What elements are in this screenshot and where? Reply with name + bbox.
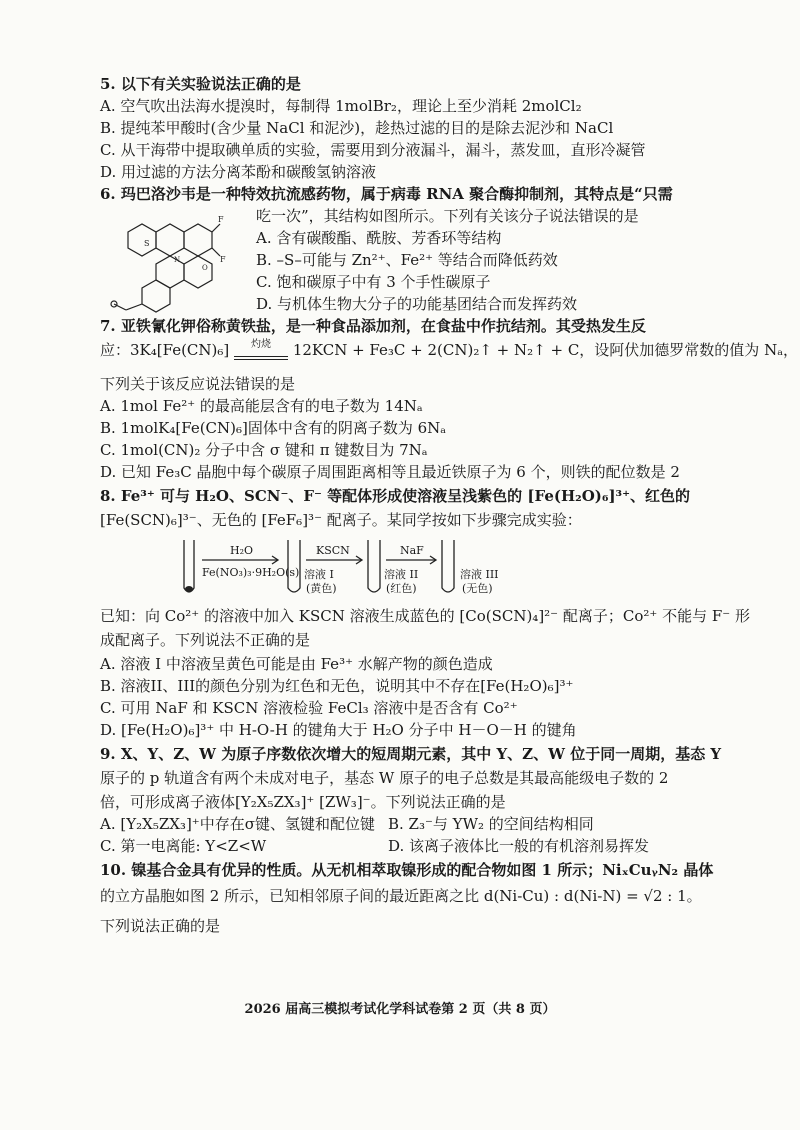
q5-option-a: A. 空气吹出法海水提溴时，每制得 1molBr₂，理论上至少消耗 2molCl₂ xyxy=(100,97,582,115)
q7-option-b: B. 1molK₄[Fe(CN)₆]固体中含有的阴离子数为 6Nₐ xyxy=(100,419,447,437)
q7-stem-line3: 下列关于该反应说法错误的是 xyxy=(100,375,296,393)
q9-option-d: D. 该离子液体比一般的有机溶剂易挥发 xyxy=(388,837,650,855)
q6-option-b: B. –S–可能与 Zn²⁺、Fe²⁺ 等结合而降低药效 xyxy=(256,251,558,269)
q9-option-c: C. 第一电离能: Y<Z<W xyxy=(100,837,267,855)
q8-experiment-diagram xyxy=(180,536,560,600)
q8-option-a: A. 溶液 I 中溶液呈黄色可能是由 Fe³⁺ 水解产物的颜色造成 xyxy=(100,655,493,673)
q5-option-c: C. 从干海带中提取碘单质的实验，需要用到分液漏斗，漏斗，蒸发皿，直形冷凝管 xyxy=(100,141,646,159)
q6-stem-line1: 6. 玛巴洛沙韦是一种特效抗流感药物，属于病毒 RNA 聚合酶抑制剂，其特点是“只需 xyxy=(100,185,673,203)
q7-products: 12KCN + Fe₃C + 2(CN)₂↑ + N₂↑ + C，设阿伏加德罗常数的值为 Nₐ， xyxy=(292,341,798,359)
q8-stem-line2: [Fe(SCN)₆]³⁻、无色的 [FeF₆]³⁻ 配离子。某同学按如下步骤完成实验： xyxy=(100,511,582,529)
q7-option-d: D. 已知 Fe₃C 晶胞中每个碳原子周围距离相等且最近铁原子为 6 个，则铁的配位数是 2 xyxy=(100,463,680,481)
svg-text:F: F xyxy=(220,255,226,264)
q9-stem-line3: 倍，可形成离子液体[Y₂X₅ZX₃]⁺ [ZW₃]⁻。下列说法正确的是 xyxy=(100,793,506,811)
q6-option-c: C. 饱和碳原子中有 3 个手性碳原子 xyxy=(256,273,491,291)
q8-solution-1: 溶液 I xyxy=(304,568,334,581)
q10-stem-line2: 的立方晶胞如图 2 所示，已知相邻原子间的最近距离之比 d(Ni-Cu) : d(Ni-N) = √2 : 1。 xyxy=(100,887,702,905)
q8-stem-line1: 8. Fe³⁺ 可与 H₂O、SCN⁻、F⁻ 等配体形成使溶液呈浅紫色的 [Fe(H₂O)₆]³⁺、红色的 xyxy=(100,487,691,505)
q7-option-a: A. 1mol Fe²⁺ 的最高能层含有的电子数为 14Nₐ xyxy=(100,397,423,415)
q8-reagent-kscn: KSCN xyxy=(316,544,350,557)
q5-option-b: B. 提纯苯甲酸时(含少量 NaCl 和泥沙)，趁热过滤的目的是除去泥沙和 NaCl xyxy=(100,119,614,137)
q5-stem: 5. 以下有关实验说法正确的是 xyxy=(100,75,301,93)
q7-equation-line xyxy=(100,339,798,360)
q6-stem-line2: 吃一次”，其结构如图所示。下列有关该分子说法错误的是 xyxy=(256,207,639,225)
q8-known-line1: 已知：向 Co²⁺ 的溶液中加入 KSCN 溶液生成蓝色的 [Co(SCN)₄]²⁻ 配离子；Co²⁺ 不能与 F⁻ 形 xyxy=(100,607,750,625)
q5-option-d: D. 用过滤的方法分离苯酚和碳酸氢钠溶液 xyxy=(100,163,377,181)
q10-stem-line1: 10. 镍基合金具有优异的性质。从无机相萃取镍形成的配合物如图 1 所示；NiₓCuᵧN₂ 晶体 xyxy=(100,861,714,879)
q8-option-d: D. [Fe(H₂O)₆]³⁺ 中 H-O-H 的键角大于 H₂O 分子中 H－O－H 的键角 xyxy=(100,721,577,739)
q8-solution-3-color: (无色) xyxy=(462,582,493,595)
q8-solid-label: Fe(NO₃)₃·9H₂O(s) xyxy=(202,566,300,579)
q9-stem-line1: 9. X、Y、Z、W 为原子序数依次增大的短周期元素，其中 Y、Z、W 位于同一周期，基态 Y xyxy=(100,745,722,763)
svg-text:N: N xyxy=(174,256,181,264)
q6-option-a: A. 含有碳酸酯、酰胺、芳香环等结构 xyxy=(256,229,502,247)
q7-reaction-arrow xyxy=(234,339,288,360)
svg-text:S: S xyxy=(144,239,150,248)
q8-reagent-naf: NaF xyxy=(400,544,424,557)
q8-option-c: C. 可用 NaF 和 KSCN 溶液检验 FeCl₃ 溶液中是否含有 Co²⁺ xyxy=(100,699,518,717)
svg-text:F: F xyxy=(218,215,224,224)
q8-solution-2-color: (红色) xyxy=(386,582,417,595)
q8-solution-1-color: (黄色) xyxy=(306,582,337,595)
q10-stem-line3: 下列说法正确的是 xyxy=(100,917,221,935)
q8-solution-2: 溶液 II xyxy=(384,568,419,581)
q9-option-b: B. Z₃⁻与 YW₂ 的空间结构相同 xyxy=(388,815,594,833)
q8-known-line2: 成配离子。下列说法不正确的是 xyxy=(100,631,311,649)
q6-option-d: D. 与机体生物大分子的功能基团结合而发挥药效 xyxy=(256,295,578,313)
q7-stem-line1: 7. 亚铁氰化钾俗称黄铁盐，是一种食品添加剂，在食盐中作抗结剂。其受热发生反 xyxy=(100,317,646,335)
q8-solution-3: 溶液 III xyxy=(460,568,499,581)
molecule-structure-figure xyxy=(108,210,253,320)
q9-stem-line2: 原子的 p 轨道含有两个未成对电子，基态 W 原子的电子总数是其最高能级电子数的 2 xyxy=(100,769,669,787)
svg-text:O: O xyxy=(202,264,208,272)
q8-reagent-water: H₂O xyxy=(230,544,254,557)
q8-option-b: B. 溶液II、III的颜色分别为红色和无色，说明其中不存在[Fe(H₂O)₆]³⁺ xyxy=(100,677,574,695)
q7-reactant: 应：3K₄[Fe(CN)₆] xyxy=(100,341,230,359)
q9-option-a: A. [Y₂X₅ZX₃]⁺中存在σ键、氢键和配位键 xyxy=(100,815,375,833)
page-footer: 2026 届高三模拟考试化学科试卷第 2 页（共 8 页） xyxy=(244,1002,556,1017)
q7-reaction-condition: 灼烧 xyxy=(251,339,272,350)
q7-option-c: C. 1mol(CN)₂ 分子中含 σ 键和 π 键数目为 7Nₐ xyxy=(100,441,428,459)
